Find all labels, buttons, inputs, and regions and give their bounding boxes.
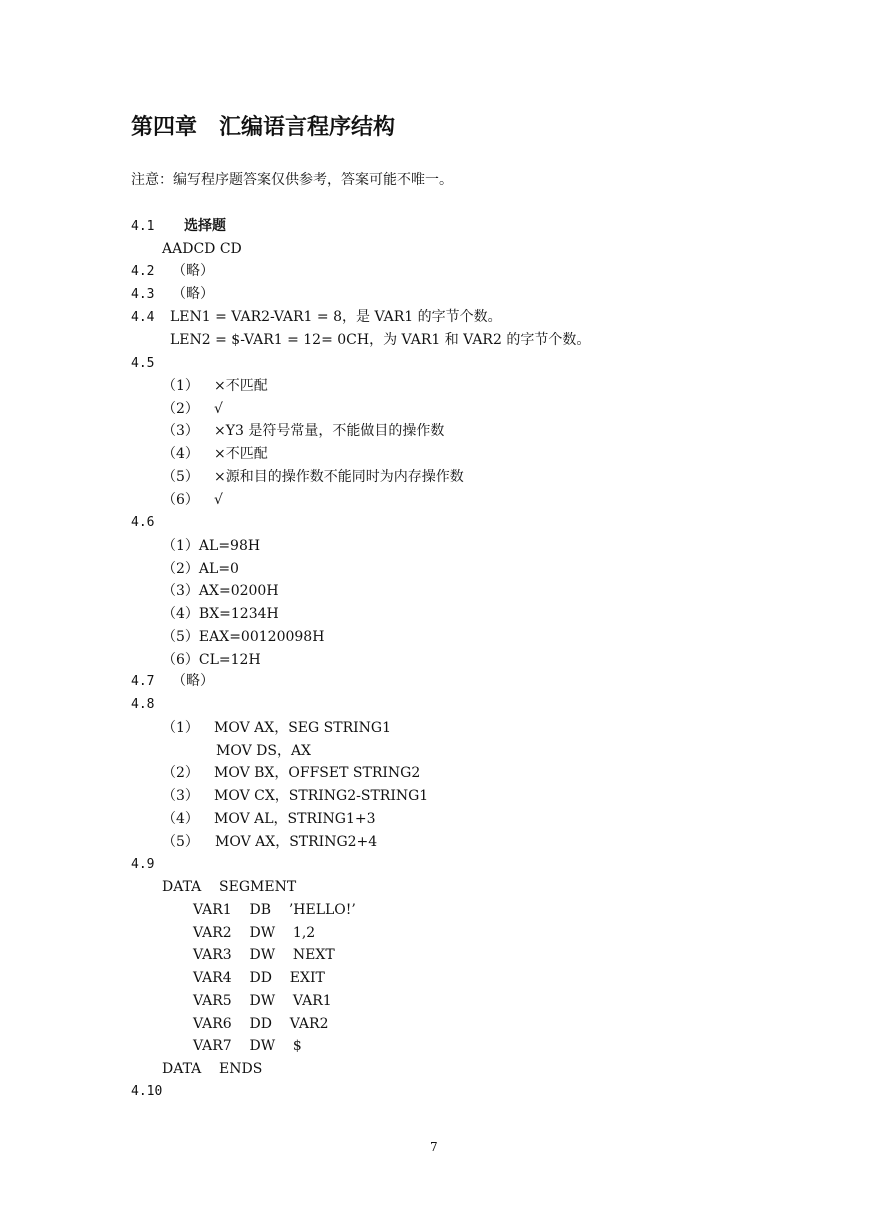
code-line: VAR7 DW $ xyxy=(193,1038,302,1054)
code-line: VAR2 DW 1,2 xyxy=(193,925,316,941)
answer-4-3: （略） xyxy=(172,286,214,302)
code-line: VAR1 DB ’HELLO!’ xyxy=(193,902,356,918)
code-line: MOV AL，STRING1+3 xyxy=(214,811,376,827)
section-number-4-3: 4.3 xyxy=(131,287,155,302)
section-number-4-9: 4.9 xyxy=(131,857,155,872)
list-item: （1）AL=98H xyxy=(162,538,261,554)
list-item-index: （4） xyxy=(162,811,199,827)
list-item: （6）CL=12H xyxy=(162,652,261,668)
answer-4-1: AADCD CD xyxy=(162,241,242,257)
list-item-text: ×源和目的操作数不能同时为内存操作数 xyxy=(214,469,464,485)
list-item-index: （5） xyxy=(162,834,199,850)
code-line: MOV AX，SEG STRING1 xyxy=(214,720,391,736)
list-item: （2）AL=0 xyxy=(162,561,239,577)
list-item-index: （2） xyxy=(162,401,199,417)
answer-4-4-line-2: LEN2 = $-VAR1 = 12= 0CH，为 VAR1 和 VAR2 的字节个数。 xyxy=(170,332,591,348)
chapter-title: 第四章 汇编语言程序结构 xyxy=(131,115,396,140)
page-number: 7 xyxy=(430,1140,438,1154)
code-line: MOV CX，STRING2-STRING1 xyxy=(214,788,429,804)
section-number-4-10: 4.10 xyxy=(131,1084,163,1099)
code-line: VAR3 DW NEXT xyxy=(193,947,335,963)
list-item-text: ×不匹配 xyxy=(214,446,268,462)
code-line: VAR6 DD VAR2 xyxy=(193,1016,329,1032)
note-text: 注意：编写程序题答案仅供参考，答案可能不唯一。 xyxy=(131,172,453,188)
list-item-index: （2） xyxy=(162,765,199,781)
code-line: MOV DS，AX xyxy=(216,743,312,759)
list-item-index: （1） xyxy=(162,720,199,736)
list-item: （4）BX=1234H xyxy=(162,606,279,622)
code-line: VAR4 DD EXIT xyxy=(193,970,325,986)
answer-4-2: （略） xyxy=(172,263,214,279)
list-item-text: √ xyxy=(214,401,223,417)
list-item-text: ×不匹配 xyxy=(214,378,268,394)
section-number-4-7: 4.7 xyxy=(131,674,155,689)
section-number-4-8: 4.8 xyxy=(131,697,155,712)
section-number-4-1: 4.1 xyxy=(131,219,155,234)
list-item-text: ×Y3 是符号常量，不能做目的操作数 xyxy=(214,423,445,439)
list-item-index: （1） xyxy=(162,378,199,394)
list-item-index: （6） xyxy=(162,492,199,508)
list-item: （3）AX=0200H xyxy=(162,583,279,599)
code-line: VAR5 DW VAR1 xyxy=(193,993,332,1009)
answer-4-7: （略） xyxy=(172,673,214,689)
list-item: （5）EAX=00120098H xyxy=(162,629,325,645)
code-line: MOV BX，OFFSET STRING2 xyxy=(214,765,421,781)
answer-4-4-line-1: LEN1 = VAR2-VAR1 = 8，是 VAR1 的字节个数。 xyxy=(170,309,502,325)
code-line: MOV AX，STRING2+4 xyxy=(215,834,378,850)
list-item-text: √ xyxy=(214,492,223,508)
section-number-4-5: 4.5 xyxy=(131,356,155,371)
section-number-4-2: 4.2 xyxy=(131,264,155,279)
list-item-index: （3） xyxy=(162,423,199,439)
section-number-4-4: 4.4 xyxy=(131,310,155,325)
list-item-index: （3） xyxy=(162,788,199,804)
code-line: DATA ENDS xyxy=(162,1061,263,1077)
section-number-4-6: 4.6 xyxy=(131,515,155,530)
list-item-index: （5） xyxy=(162,469,199,485)
code-line: DATA SEGMENT xyxy=(162,879,297,895)
list-item-index: （4） xyxy=(162,446,199,462)
section-label-4-1: 选择题 xyxy=(184,218,226,234)
